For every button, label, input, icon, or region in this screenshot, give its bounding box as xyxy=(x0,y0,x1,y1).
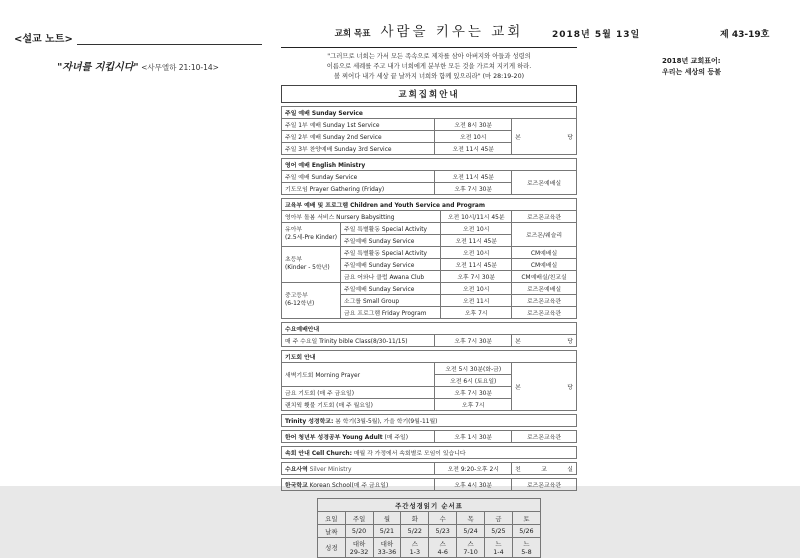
section-header-wednesday: 수요예배안내 xyxy=(282,323,577,335)
bible-book: 스 xyxy=(467,539,474,548)
service-time-cell: 오전 11시 45분 xyxy=(435,143,512,155)
bible-range: 4-6 xyxy=(437,547,448,556)
prayer-name-cell: 금요 기도회 (매 주 금요일) xyxy=(282,387,435,399)
program-time-cell: 오후 7시 xyxy=(441,307,512,319)
bible-reading-title: 주간성경읽기 순서표 xyxy=(318,499,541,512)
bible-day-cell: 화 xyxy=(401,512,429,525)
silver-label: 수요사역 xyxy=(285,467,308,474)
church-motto-text: 우리는 세상의 등불 xyxy=(662,67,721,76)
quote-line: 볼 찌어다 내가 세상 끝 날까지 너희와 함께 있으리라" (마 28:19-20) xyxy=(333,72,525,80)
program-name-cell: 금요 프로그램 Friday Program xyxy=(341,307,441,319)
korean-school-name-cell xyxy=(282,479,435,491)
bible-range: 5-8 xyxy=(521,547,532,556)
silver-place-cell: 친 교 실 xyxy=(512,463,577,475)
service-name-cell: 기도모임 Prayer Gathering (Friday) xyxy=(282,183,435,195)
program-name-cell: 주일 특별활동 Special Activity xyxy=(341,223,441,235)
age-group-range: (6-12학년) xyxy=(285,300,315,307)
bible-date-cell: 5/20 xyxy=(345,525,373,538)
korean-school-label: 한국학교 xyxy=(285,483,308,490)
program-time-cell: 오후 7시 30분 xyxy=(441,271,512,283)
bible-day-cell: 수 xyxy=(429,512,457,525)
service-place-cell: 본 당 xyxy=(512,119,577,155)
program-name-cell: 주일 특별활동 Special Activity xyxy=(341,247,441,259)
silver-time-cell: 오전 9:20-오후 2시 xyxy=(435,463,512,475)
program-time-cell: 오전 11시 45분 xyxy=(441,259,512,271)
korean-school-sub: Korean School(매 주 금요일) xyxy=(309,483,389,490)
sermon-notes-section xyxy=(14,30,262,73)
young-adult-label: 한어 청년부 성경공부 Young Adult xyxy=(285,435,383,442)
program-place-cell: CM예배실 xyxy=(512,247,577,259)
service-time-cell: 오전 10시 xyxy=(435,131,512,143)
trinity-school-table xyxy=(281,414,577,427)
prayer-time-cell: 오전 6시 (토요일) xyxy=(435,375,512,387)
program-place-cell: 로즈몬예배실 xyxy=(512,283,577,295)
program-time-cell: 오전 10시 xyxy=(441,247,512,259)
service-name-cell: 주일 2부 예배 Sunday 2nd Service xyxy=(282,131,435,143)
bible-day-cell: 토 xyxy=(512,512,540,525)
bible-day-cell: 금 xyxy=(485,512,513,525)
bible-date-cell: 5/23 xyxy=(429,525,457,538)
sermon-title-line xyxy=(14,58,262,73)
service-time-cell: 오전 8시 30분 xyxy=(435,119,512,131)
section-header-sunday: 주일 예배 Sunday Service xyxy=(282,107,577,119)
bible-reading-cell xyxy=(457,538,485,558)
bible-book: 대하 xyxy=(380,539,394,548)
bible-date-cell: 5/21 xyxy=(373,525,401,538)
program-time-cell: 오전 10시 xyxy=(441,283,512,295)
prayer-time-cell: 오전 5시 30분(화-금) xyxy=(435,363,512,375)
quote-line: "그러므로 너희는 가서 모든 족속으로 제자를 삼아 아버지와 아들과 성령의 xyxy=(327,53,531,60)
program-time-cell: 오전 10시/11시 45분 xyxy=(441,211,512,223)
age-group-name: 초등부 xyxy=(285,256,303,263)
korean-school-place-cell: 로즈몬교육관 xyxy=(512,479,577,491)
bible-book: 스 xyxy=(439,539,446,548)
program-place-cell: CM예배실 xyxy=(512,259,577,271)
prayer-time-cell: 오후 7시 xyxy=(435,399,512,411)
bible-range: 1-4 xyxy=(493,547,504,556)
young-adult-place-cell: 로즈몬교육관 xyxy=(512,431,577,443)
bible-book: 대하 xyxy=(352,539,366,548)
bible-range: 1-3 xyxy=(409,547,421,556)
cell-church-row xyxy=(282,447,577,459)
program-name-cell: 소그룹 Small Group xyxy=(341,295,441,307)
bible-date-cell: 5/22 xyxy=(401,525,429,538)
bible-book: 느 xyxy=(495,539,502,548)
program-place-cell: 로즈몬/웨슬리 xyxy=(512,223,577,247)
wednesday-worship-table xyxy=(281,322,577,347)
bible-day-cell: 주일 xyxy=(345,512,373,525)
section-header-english: 영어 예배 English Ministry xyxy=(282,159,577,171)
bible-row-label-day: 요일 xyxy=(318,512,346,525)
bible-reading-table xyxy=(317,498,541,558)
program-name-cell: 영아부 돌봄 서비스 Nursery Babysitting xyxy=(282,211,441,223)
bible-range: 29-32 xyxy=(349,547,369,556)
cell-church-table xyxy=(281,446,577,459)
sunday-service-table xyxy=(281,106,577,155)
sermon-title: "자녀를 지킵시다" xyxy=(57,62,139,73)
sermon-note-label: <설교 노트> xyxy=(14,34,73,45)
age-group-name: 유아부 xyxy=(285,226,303,233)
service-place-cell: 로즈몬예배실 xyxy=(512,171,577,195)
issue-number: 제 43-19호 xyxy=(720,30,770,40)
church-goal-header xyxy=(281,20,577,48)
bible-book: 스 xyxy=(411,539,418,548)
bible-book: 느 xyxy=(523,539,530,548)
service-name-cell: 주일 3부 찬양예배 Sunday 3rd Service xyxy=(282,143,435,155)
great-commission-quote xyxy=(281,52,577,81)
bible-range: 33-36 xyxy=(377,547,397,556)
program-place-cell: 로즈몬교육관 xyxy=(512,211,577,223)
sermon-scripture-ref: <사무엘하 21:10-14> xyxy=(141,63,219,72)
age-group-cell xyxy=(282,223,341,247)
prayer-meeting-table xyxy=(281,350,577,411)
prayer-place-cell: 본 당 xyxy=(512,363,577,411)
service-name-cell: 주일 예배 Sunday Service xyxy=(282,171,435,183)
trinity-school-row xyxy=(282,415,577,427)
age-group-cell xyxy=(282,283,341,319)
bible-reading-cell xyxy=(401,538,429,558)
quote-line: 이름으로 세례를 주고 내가 너희에게 분부한 모든 것을 가르쳐 지키게 하라. xyxy=(326,62,532,70)
program-time-cell: 오전 11시 xyxy=(441,295,512,307)
section-header-prayer: 기도회 안내 xyxy=(282,351,577,363)
church-motto-label: 2018년 교회표어: xyxy=(662,57,721,65)
bible-date-cell: 5/24 xyxy=(457,525,485,538)
bible-date-cell: 5/25 xyxy=(485,525,513,538)
program-name-cell: 금요 어와나 클럽 Awana Club xyxy=(341,271,441,283)
service-name-cell: 매 주 수요일 Trinity bible Class(8/30-11/15) xyxy=(282,335,435,347)
service-time-cell: 오전 11시 45분 xyxy=(435,171,512,183)
age-group-range: (Kinder - 5학년) xyxy=(285,264,330,271)
service-place-cell: 본 당 xyxy=(512,335,577,347)
education-program-table xyxy=(281,198,577,319)
church-motto xyxy=(662,56,721,78)
cell-church-label: 속회 안내 Cell Church: xyxy=(285,451,352,458)
young-adult-suffix: (매 주일) xyxy=(384,435,409,442)
trinity-school-text: 봄 학기(3월-5월), 가을 학기(9월-11월) xyxy=(335,419,438,426)
silver-sub: Silver Ministry xyxy=(309,467,352,474)
program-name-cell: 주일예배 Sunday Service xyxy=(341,259,441,271)
church-goal-label: 교회 목표 xyxy=(334,29,371,39)
program-place-cell: CM예배실/친교실 xyxy=(512,271,577,283)
cell-church-text: 매월 각 가정에서 속회별로 모임이 있습니다 xyxy=(353,451,466,458)
service-time-cell: 오후 7시 30분 xyxy=(435,335,512,347)
bible-range: 7-10 xyxy=(463,547,478,556)
bible-reading-cell xyxy=(429,538,457,558)
church-goal-title: 사람을 키우는 교회 xyxy=(380,24,524,40)
bible-date-cell: 5/26 xyxy=(512,525,540,538)
prayer-time-cell: 오후 7시 30분 xyxy=(435,387,512,399)
center-column xyxy=(281,20,577,558)
bible-reading-cell xyxy=(373,538,401,558)
silver-ministry-table xyxy=(281,462,577,475)
prayer-name-cell: 랜치웍 횃불 기도회 (매 주 월요일) xyxy=(282,399,435,411)
bible-reading-cell xyxy=(345,538,373,558)
section-header-education: 교육부 예배 및 프로그램 Children and Youth Service and Program xyxy=(282,199,577,211)
korean-school-table xyxy=(281,478,577,491)
program-name-cell: 주일예배 Sunday Service xyxy=(341,235,441,247)
age-group-cell xyxy=(282,247,341,283)
bible-row-label-date: 날짜 xyxy=(318,525,346,538)
age-group-name: 중고등부 xyxy=(285,292,308,299)
english-ministry-table xyxy=(281,158,577,195)
program-name-cell: 주일예배 Sunday Service xyxy=(341,283,441,295)
young-adult-time-cell: 오후 1시 30분 xyxy=(435,431,512,443)
korean-school-time-cell: 오후 4시 30분 xyxy=(435,479,512,491)
prayer-name-cell: 새벽기도회 Morning Prayer xyxy=(282,363,435,387)
service-name-cell: 주일 1부 예배 Sunday 1st Service xyxy=(282,119,435,131)
bible-day-cell: 목 xyxy=(457,512,485,525)
trinity-school-label: Trinity 성경학교: xyxy=(285,419,334,426)
bible-reading-cell xyxy=(485,538,513,558)
bible-row-label-scripture: 성경 xyxy=(318,538,346,558)
note-underline xyxy=(77,33,262,45)
program-place-cell: 로즈몬교육관 xyxy=(512,307,577,319)
silver-name-cell xyxy=(282,463,435,475)
bible-reading-cell xyxy=(512,538,540,558)
bible-reading-section xyxy=(317,498,541,558)
age-group-range: (2.5세-Pre Kinder) xyxy=(285,234,338,241)
program-time-cell: 오전 10시 xyxy=(441,223,512,235)
issue-date: 2018년 5월 13일 xyxy=(552,30,641,40)
program-time-cell: 오전 11시 45분 xyxy=(441,235,512,247)
sermon-note-header xyxy=(14,30,262,45)
young-adult-table xyxy=(281,430,577,443)
program-place-cell: 로즈몬교육관 xyxy=(512,295,577,307)
bible-day-cell: 월 xyxy=(373,512,401,525)
young-adult-name-cell xyxy=(282,431,435,443)
service-time-cell: 오후 7시 30분 xyxy=(435,183,512,195)
meeting-guide-title: 교회집회안내 xyxy=(281,85,577,103)
